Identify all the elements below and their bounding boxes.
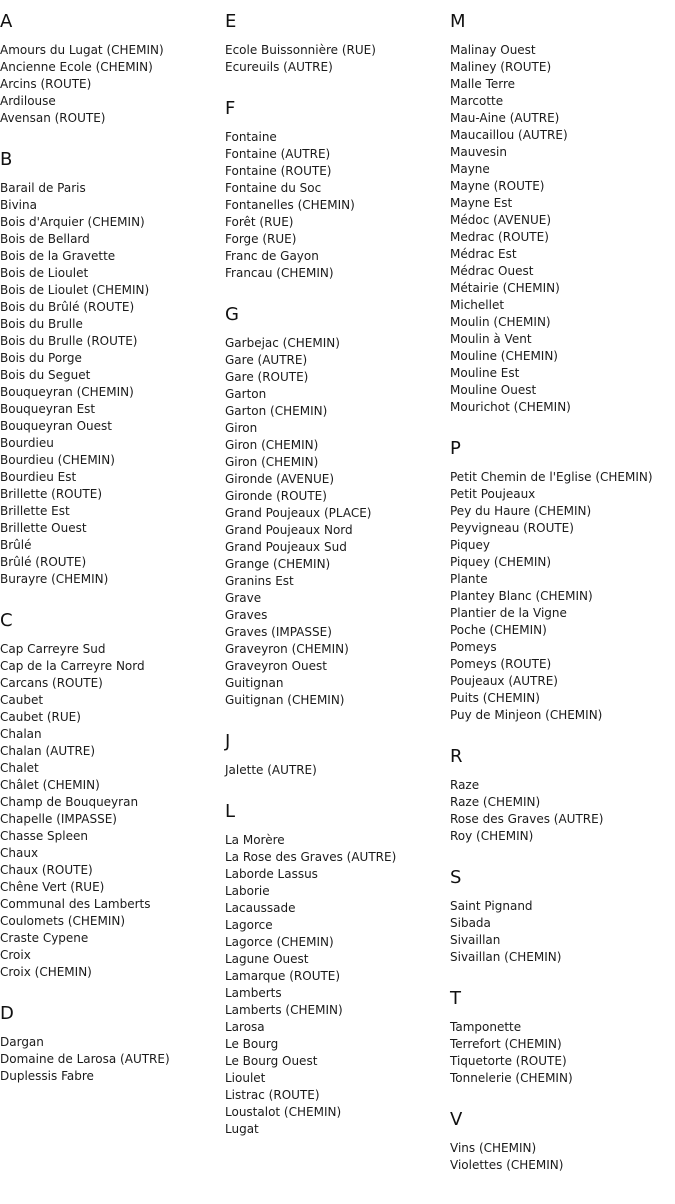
street-name: Coulomets (CHEMIN) <box>0 914 126 928</box>
street-name: Bouqueyran (CHEMIN) <box>0 385 134 399</box>
street-name: Carcans (ROUTE) <box>0 676 103 690</box>
letter-section-r <box>450 746 674 845</box>
street-name: Arcins (ROUTE) <box>0 77 92 91</box>
section-letter-heading: E <box>225 11 237 32</box>
street-name: Lagune Ouest <box>225 952 309 966</box>
street-name: Marcotte <box>450 94 504 108</box>
letter-section-e <box>225 11 449 76</box>
street-name: Graves <box>225 608 268 622</box>
street-name: Tiquetorte (ROUTE) <box>450 1054 567 1068</box>
street-name: Grand Poujeaux (PLACE) <box>225 506 372 520</box>
street-name: Grand Poujeaux Sud <box>225 540 347 554</box>
street-name: Bois du Brûlé (ROUTE) <box>0 300 135 314</box>
street-name: Bivina <box>0 198 37 212</box>
letter-section-c <box>0 610 224 981</box>
street-name: Malle Terre <box>450 77 516 91</box>
section-letter-heading: M <box>450 11 466 32</box>
section-letter-heading: F <box>225 98 236 119</box>
street-name: Fontaine (AUTRE) <box>225 147 331 161</box>
street-name: Lacaussade <box>225 901 296 915</box>
street-name: Chêne Vert (RUE) <box>0 880 105 894</box>
street-name: Pey du Haure (CHEMIN) <box>450 504 592 518</box>
street-name: Violettes (CHEMIN) <box>450 1158 564 1172</box>
street-name: Forge (RUE) <box>225 232 297 246</box>
street-name: Chaux <box>0 846 39 860</box>
street-name: Bourdieu (CHEMIN) <box>0 453 115 467</box>
street-name: Dargan <box>0 1035 44 1049</box>
street-name: Plantier de la Vigne <box>450 606 567 620</box>
street-name: Amours du Lugat (CHEMIN) <box>0 43 164 57</box>
street-name: Gare (ROUTE) <box>225 370 309 384</box>
street-name: Lamberts <box>225 986 282 1000</box>
street-name: Petit Chemin de l'Eglise (CHEMIN) <box>450 470 653 484</box>
street-name: Giron (CHEMIN) <box>225 438 319 452</box>
street-name: Graves (IMPASSE) <box>225 625 332 639</box>
street-list <box>450 469 674 724</box>
street-name: Ancienne Ecole (CHEMIN) <box>0 60 153 74</box>
street-name: Graveyron Ouest <box>225 659 327 673</box>
street-name: Sivaillan <box>450 933 501 947</box>
street-name: Malinay Ouest <box>450 43 536 57</box>
street-name: Le Bourg <box>225 1037 279 1051</box>
letter-section-g <box>225 304 449 709</box>
street-name: Piquey <box>450 538 491 552</box>
street-name: Maucaillou (AUTRE) <box>450 128 568 142</box>
street-name: Gironde (AVENUE) <box>225 472 335 486</box>
street-name: Giron (CHEMIN) <box>225 455 319 469</box>
street-name: Piquey (CHEMIN) <box>450 555 552 569</box>
street-name: Craste Cypene <box>0 931 89 945</box>
street-name: Puy de Minjeon (CHEMIN) <box>450 708 603 722</box>
street-list <box>450 1019 674 1087</box>
street-name: La Morère <box>225 833 285 847</box>
street-name: Chalet <box>0 761 39 775</box>
street-name: Bois du Seguet <box>0 368 91 382</box>
street-name: Maliney (ROUTE) <box>450 60 552 74</box>
section-letter-heading: D <box>0 1003 14 1024</box>
letter-section-p <box>450 438 674 724</box>
letter-section-f <box>225 98 449 282</box>
street-name: Bouqueyran Ouest <box>0 419 112 433</box>
street-name: Grave <box>225 591 262 605</box>
street-name: Raze <box>450 778 480 792</box>
street-name: Saint Pignand <box>450 899 533 913</box>
street-name: La Rose des Graves (AUTRE) <box>225 850 397 864</box>
street-list <box>450 898 674 966</box>
street-list <box>225 129 449 282</box>
street-name: Chaux (ROUTE) <box>0 863 93 877</box>
street-name: Châlet (CHEMIN) <box>0 778 100 792</box>
section-letter-heading: A <box>0 11 13 32</box>
street-name: Guitignan (CHEMIN) <box>225 693 345 707</box>
section-letter-heading: R <box>450 746 463 767</box>
letter-section-b <box>0 149 224 588</box>
street-name: Ecole Buissonnière (RUE) <box>225 43 376 57</box>
street-name: Chasse Spleen <box>0 829 88 843</box>
street-name: Giron <box>225 421 258 435</box>
street-name: Lamberts (CHEMIN) <box>225 1003 343 1017</box>
section-letter-heading: B <box>0 149 13 170</box>
street-name: Peyvigneau (ROUTE) <box>450 521 574 535</box>
section-letter-heading: C <box>0 610 13 631</box>
street-name: Pomeys (ROUTE) <box>450 657 552 671</box>
street-name: Lagorce (CHEMIN) <box>225 935 334 949</box>
street-name: Puits (CHEMIN) <box>450 691 540 705</box>
street-name: Ardilouse <box>0 94 56 108</box>
street-name: Caubet <box>0 693 44 707</box>
street-name: Lagorce <box>225 918 273 932</box>
street-name: Brillette Ouest <box>0 521 87 535</box>
street-name: Duplessis Fabre <box>0 1069 94 1083</box>
column-3 <box>450 0 674 1174</box>
street-name: Sivaillan (CHEMIN) <box>450 950 562 964</box>
letter-section-m <box>450 11 674 416</box>
street-name: Franc de Gayon <box>225 249 319 263</box>
street-name: Vins (CHEMIN) <box>450 1141 537 1155</box>
street-name: Petit Poujeaux <box>450 487 536 501</box>
letter-section-l <box>225 801 449 1138</box>
street-name: Tonnelerie (CHEMIN) <box>450 1071 573 1085</box>
street-name: Bois de la Gravette <box>0 249 116 263</box>
street-name: Loustalot (CHEMIN) <box>225 1105 342 1119</box>
street-name: Gironde (ROUTE) <box>225 489 327 503</box>
street-name: Bois de Lioulet <box>0 266 89 280</box>
street-name: Burayre (CHEMIN) <box>0 572 109 586</box>
street-name: Bouqueyran Est <box>0 402 96 416</box>
street-list <box>450 1140 674 1174</box>
street-name: Champ de Bouqueyran <box>0 795 139 809</box>
street-name: Pomeys <box>450 640 497 654</box>
street-name: Garton (CHEMIN) <box>225 404 328 418</box>
street-list <box>225 335 449 709</box>
letter-section-t <box>450 988 674 1087</box>
street-name: Brûlé (ROUTE) <box>0 555 87 569</box>
street-name: Bois du Porge <box>0 351 82 365</box>
street-name: Mayne (ROUTE) <box>450 179 545 193</box>
street-name: Mayne <box>450 162 490 176</box>
street-list <box>225 762 449 779</box>
letter-section-s <box>450 867 674 966</box>
street-name: Fontaine (ROUTE) <box>225 164 332 178</box>
street-name: Guitignan <box>225 676 284 690</box>
street-name: Grange (CHEMIN) <box>225 557 331 571</box>
street-name: Avensan (ROUTE) <box>0 111 106 125</box>
street-name: Grand Poujeaux Nord <box>225 523 353 537</box>
street-name: Fontanelles (CHEMIN) <box>225 198 355 212</box>
street-list <box>450 42 674 416</box>
street-name: Cap Carreyre Sud <box>0 642 106 656</box>
street-name: Granins Est <box>225 574 294 588</box>
section-letter-heading: G <box>225 304 239 325</box>
street-list <box>0 1034 224 1085</box>
street-name: Croix <box>0 948 31 962</box>
street-name: Plantey Blanc (CHEMIN) <box>450 589 593 603</box>
street-name: Garbejac (CHEMIN) <box>225 336 340 350</box>
street-name: Roy (CHEMIN) <box>450 829 534 843</box>
street-name: Moulin (CHEMIN) <box>450 315 551 329</box>
street-name: Croix (CHEMIN) <box>0 965 92 979</box>
street-name: Mouline (CHEMIN) <box>450 349 558 363</box>
street-name: Mouline Ouest <box>450 383 537 397</box>
street-name: Tamponette <box>450 1020 522 1034</box>
street-name: Lioulet <box>225 1071 266 1085</box>
street-name: Francau (CHEMIN) <box>225 266 334 280</box>
street-name: Brillette Est <box>0 504 70 518</box>
street-name: Bourdieu <box>0 436 54 450</box>
street-name: Fontaine du Soc <box>225 181 322 195</box>
street-name: Larosa <box>225 1020 265 1034</box>
street-list <box>0 42 224 127</box>
street-list <box>225 42 449 76</box>
street-name: Jalette (AUTRE) <box>225 763 317 777</box>
street-name: Poche (CHEMIN) <box>450 623 547 637</box>
street-name: Ecureuils (AUTRE) <box>225 60 333 74</box>
street-name: Brillette (ROUTE) <box>0 487 102 501</box>
street-name: Listrac (ROUTE) <box>225 1088 320 1102</box>
section-letter-heading: L <box>225 801 236 822</box>
street-name: Laborde Lassus <box>225 867 318 881</box>
street-name: Bourdieu Est <box>0 470 77 484</box>
letter-section-d <box>0 1003 224 1085</box>
street-name: Rose des Graves (AUTRE) <box>450 812 604 826</box>
street-name: Mayne Est <box>450 196 513 210</box>
column-1 <box>0 0 224 1085</box>
street-name: Bois du Brulle (ROUTE) <box>0 334 138 348</box>
street-name: Raze (CHEMIN) <box>450 795 541 809</box>
street-name: Mauvesin <box>450 145 507 159</box>
street-name: Métairie (CHEMIN) <box>450 281 560 295</box>
street-name: Bois de Bellard <box>0 232 90 246</box>
street-name: Garton <box>225 387 267 401</box>
street-name: Michellet <box>450 298 505 312</box>
street-name: Terrefort (CHEMIN) <box>450 1037 562 1051</box>
street-name: Caubet (RUE) <box>0 710 81 724</box>
section-letter-heading: V <box>450 1109 463 1130</box>
column-2 <box>225 0 449 1138</box>
street-name: Médoc (AVENUE) <box>450 213 552 227</box>
street-name: Bois du Brulle <box>0 317 83 331</box>
street-name: Sibada <box>450 916 491 930</box>
street-name: Lugat <box>225 1122 259 1136</box>
street-name: Mouline Est <box>450 366 520 380</box>
street-list <box>0 180 224 588</box>
section-letter-heading: S <box>450 867 462 888</box>
street-name: Plante <box>450 572 488 586</box>
street-name: Medrac (ROUTE) <box>450 230 549 244</box>
letter-section-v <box>450 1109 674 1174</box>
street-name: Brûlé <box>0 538 32 552</box>
section-letter-heading: J <box>225 731 231 752</box>
letter-section-a <box>0 11 224 127</box>
street-name: Chalan (AUTRE) <box>0 744 96 758</box>
street-name: Chapelle (IMPASSE) <box>0 812 117 826</box>
street-name: Moulin à Vent <box>450 332 532 346</box>
street-name: Mourichot (CHEMIN) <box>450 400 571 414</box>
street-name: Laborie <box>225 884 270 898</box>
street-name: Bois d'Arquier (CHEMIN) <box>0 215 145 229</box>
street-name: Bois de Lioulet (CHEMIN) <box>0 283 150 297</box>
street-name: Domaine de Larosa (AUTRE) <box>0 1052 170 1066</box>
street-name: Médrac Est <box>450 247 517 261</box>
street-name: Fontaine <box>225 130 277 144</box>
section-letter-heading: T <box>450 988 461 1009</box>
street-name: Lamarque (ROUTE) <box>225 969 341 983</box>
street-name: Gare (AUTRE) <box>225 353 308 367</box>
street-name: Mau-Aine (AUTRE) <box>450 111 560 125</box>
street-list <box>0 641 224 981</box>
street-list <box>450 777 674 845</box>
street-name: Le Bourg Ouest <box>225 1054 318 1068</box>
street-list <box>225 832 449 1138</box>
street-name: Barail de Paris <box>0 181 86 195</box>
street-name: Graveyron (CHEMIN) <box>225 642 349 656</box>
street-name: Cap de la Carreyre Nord <box>0 659 145 673</box>
section-letter-heading: P <box>450 438 461 459</box>
street-name: Communal des Lamberts <box>0 897 151 911</box>
street-name: Poujeaux (AUTRE) <box>450 674 558 688</box>
letter-section-j <box>225 731 449 779</box>
street-name: Médrac Ouest <box>450 264 534 278</box>
street-name: Forêt (RUE) <box>225 215 294 229</box>
street-name: Chalan <box>0 727 42 741</box>
